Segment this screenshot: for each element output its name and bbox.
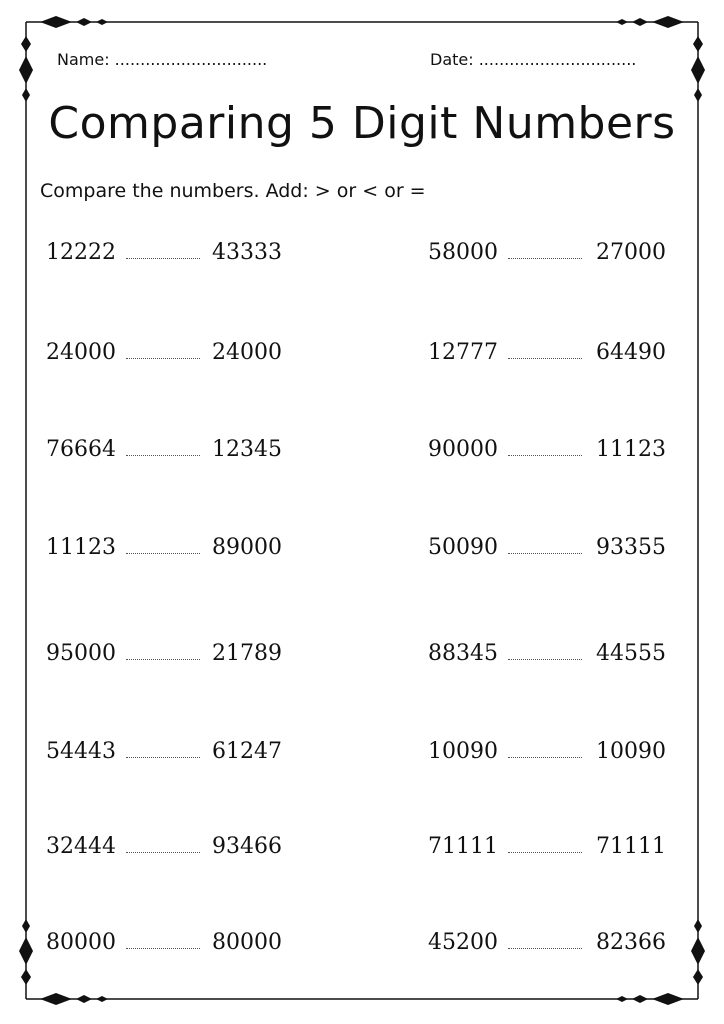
problem-right-4: [428, 535, 666, 569]
problem-right-3: [428, 437, 666, 471]
answer-blank[interactable]: [126, 553, 200, 554]
number-first: 95000: [46, 641, 116, 666]
number-second: 11123: [596, 437, 666, 462]
number-second: 82366: [596, 930, 666, 955]
number-first: 90000: [428, 437, 498, 462]
page-title: Comparing 5 Digit Numbers: [48, 98, 676, 149]
answer-blank[interactable]: [508, 258, 582, 259]
problem-left-4: [46, 535, 282, 569]
answer-blank[interactable]: [126, 659, 200, 660]
number-first: 11123: [46, 535, 116, 560]
answer-blank[interactable]: [508, 757, 582, 758]
number-second: 93466: [212, 834, 282, 859]
answer-blank[interactable]: [126, 358, 200, 359]
problem-right-2: [428, 340, 666, 374]
problem-left-8: [46, 930, 282, 964]
answer-blank[interactable]: [508, 659, 582, 660]
problem-right-8: [428, 930, 666, 964]
answer-blank[interactable]: [508, 455, 582, 456]
answer-blank[interactable]: [126, 852, 200, 853]
number-second: 43333: [212, 240, 282, 265]
number-first: 45200: [428, 930, 498, 955]
number-second: 80000: [212, 930, 282, 955]
problem-right-6: [428, 739, 666, 773]
problem-right-1: [428, 240, 666, 274]
number-first: 80000: [46, 930, 116, 955]
number-second: 61247: [212, 739, 282, 764]
answer-blank[interactable]: [126, 757, 200, 758]
answer-blank[interactable]: [126, 455, 200, 456]
number-second: 44555: [596, 641, 666, 666]
problem-left-5: [46, 641, 282, 675]
problem-right-5: [428, 641, 666, 675]
problem-left-7: [46, 834, 282, 868]
answer-blank[interactable]: [126, 258, 200, 259]
answer-blank[interactable]: [508, 358, 582, 359]
number-second: 93355: [596, 535, 666, 560]
problem-left-2: [46, 340, 282, 374]
number-first: 88345: [428, 641, 498, 666]
number-second: 10090: [596, 739, 666, 764]
number-second: 64490: [596, 340, 666, 365]
number-first: 50090: [428, 535, 498, 560]
number-first: 32444: [46, 834, 116, 859]
answer-blank[interactable]: [508, 852, 582, 853]
problem-left-1: [46, 240, 282, 274]
number-second: 71111: [596, 834, 666, 859]
name-field-label[interactable]: Name: ..............................: [57, 50, 268, 69]
number-first: 10090: [428, 739, 498, 764]
number-first: 71111: [428, 834, 498, 859]
problem-left-3: [46, 437, 282, 471]
date-field-label[interactable]: Date: ...............................: [430, 50, 637, 69]
answer-blank[interactable]: [508, 553, 582, 554]
number-second: 89000: [212, 535, 282, 560]
problem-left-6: [46, 739, 282, 773]
number-first: 54443: [46, 739, 116, 764]
number-first: 76664: [46, 437, 116, 462]
number-second: 27000: [596, 240, 666, 265]
answer-blank[interactable]: [126, 948, 200, 949]
number-second: 24000: [212, 340, 282, 365]
number-second: 12345: [212, 437, 282, 462]
answer-blank[interactable]: [508, 948, 582, 949]
number-first: 58000: [428, 240, 498, 265]
number-first: 24000: [46, 340, 116, 365]
number-first: 12222: [46, 240, 116, 265]
problem-right-7: [428, 834, 666, 868]
number-first: 12777: [428, 340, 498, 365]
instructions: Compare the numbers. Add: > or < or =: [40, 180, 426, 202]
number-second: 21789: [212, 641, 282, 666]
